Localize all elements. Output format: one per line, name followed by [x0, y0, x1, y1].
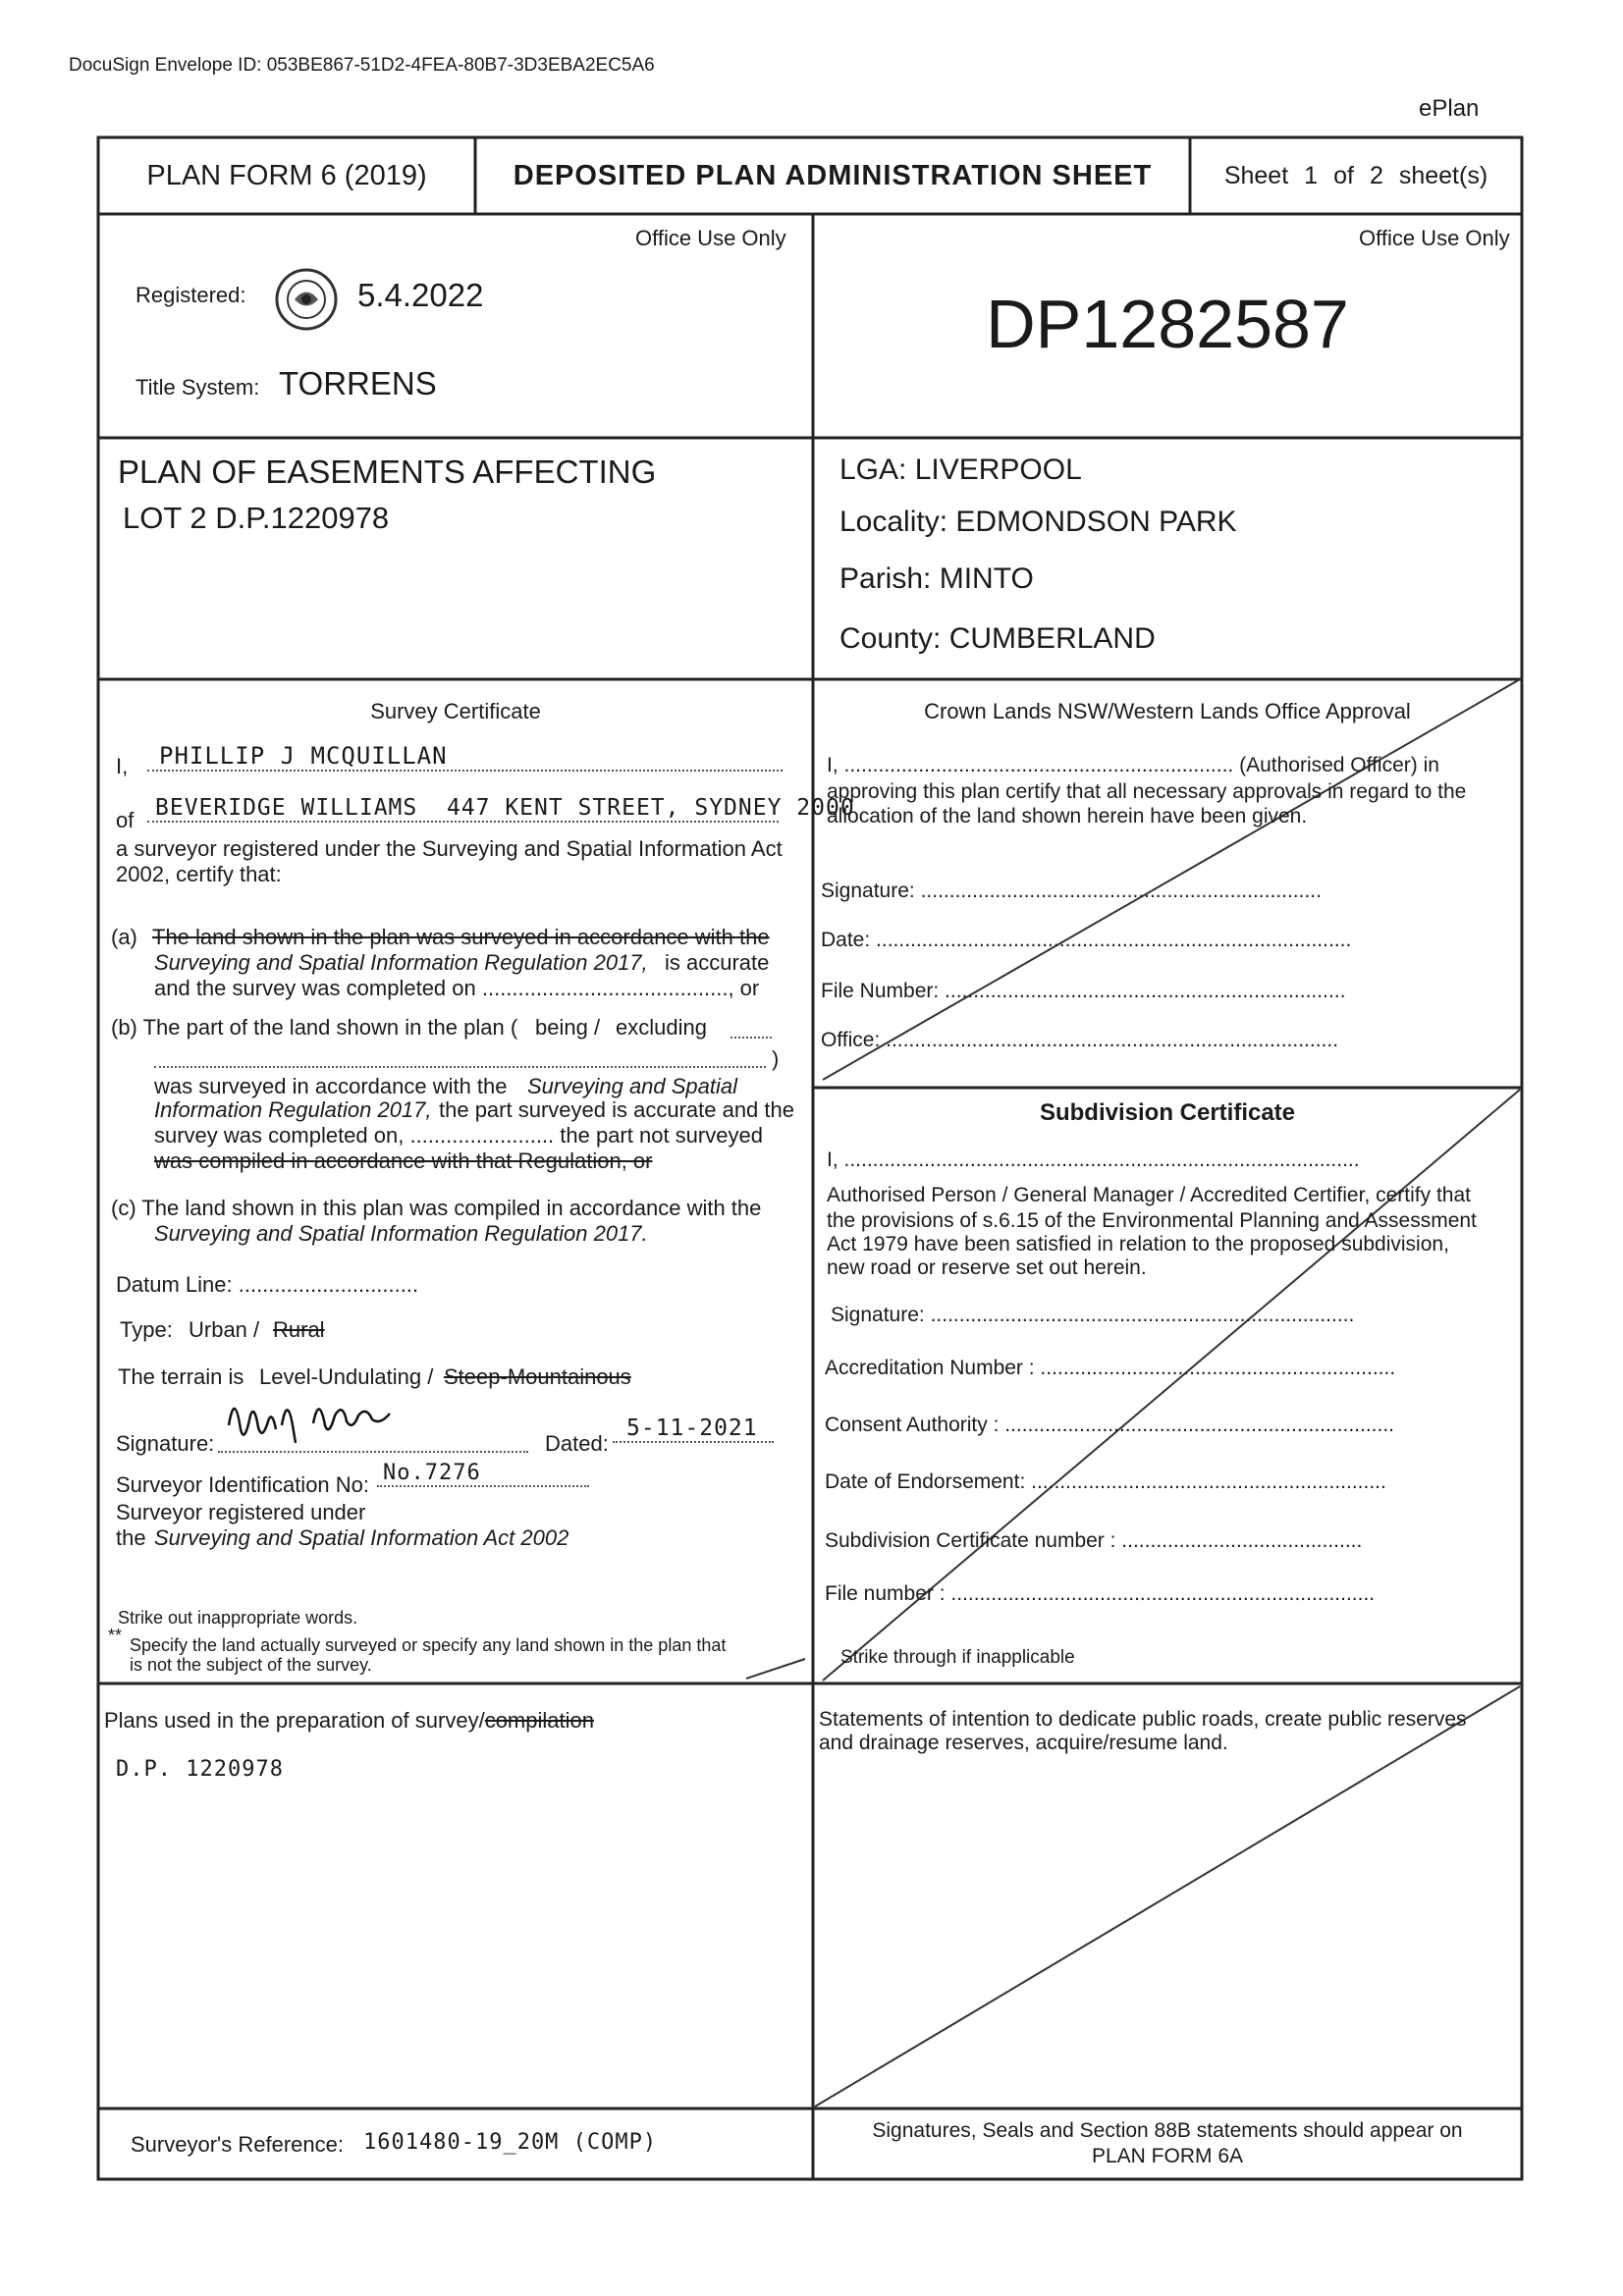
terrain-label: The terrain is [118, 1364, 244, 1389]
crown-line3: allocation of the land shown herein have been given. [827, 805, 1308, 828]
option-a-line1: The land shown in the plan was surveyed in accordance with the [152, 925, 770, 949]
survey-of-label: of [116, 808, 135, 832]
statements-line1: Statements of intention to dedicate public roads, create public reserves [819, 1708, 1467, 1731]
footnote-strike: Strike out inappropriate words. [118, 1608, 358, 1628]
subdivision-line1: Authorised Person / General Manager / Accredited Certifier, certify that [827, 1184, 1471, 1206]
option-b-excluding: excluding [616, 1015, 707, 1040]
surveyor-id-value: No.7276 [377, 1461, 589, 1487]
lga: LGA: LIVERPOOL [839, 454, 1082, 486]
surveyor-reg-line2: 2002, certify that: [116, 862, 282, 886]
sheet-total: 2 [1369, 161, 1383, 189]
subdivision-endorsement: Date of Endorsement: .............................................................. [825, 1470, 1386, 1493]
option-b-line5: survey was completed on, ........................ the part not surveyed [154, 1123, 763, 1148]
terrain-level: Level-Undulating / [259, 1364, 434, 1389]
form-number: PLAN FORM 6 (2019) [146, 159, 427, 191]
sheet-of: of [1333, 161, 1354, 189]
subdivision-consent: Consent Authority : .................................................................... [825, 1414, 1395, 1436]
signature-label: Signature: [116, 1431, 215, 1456]
survey-i-label: I, [116, 754, 129, 778]
county: County: CUMBERLAND [839, 622, 1156, 655]
footnote-star: ** [108, 1626, 123, 1645]
crown-file-number: File Number: ...................................................................... [821, 980, 1346, 1002]
surveyor-reg-line1: a surveyor registered under the Surveying and Spatial Information Act [116, 836, 783, 861]
option-a-line3: and the survey was completed on ........................................., or [154, 976, 760, 1000]
option-a-accurate: is accurate [665, 950, 770, 975]
statements-line2: and drainage reserves, acquire/resume land. [819, 1732, 1228, 1754]
footer-note-line1: Signatures, Seals and Section 88B statements should appear on [872, 2119, 1463, 2142]
registrar-seal-icon [261, 267, 352, 332]
crown-signature: Signature: ...................................................................... [821, 880, 1322, 902]
option-b-line3-ital: Surveying and Spatial [527, 1074, 738, 1098]
sheet-number: 1 [1304, 161, 1319, 189]
option-b-close: ) [772, 1046, 780, 1071]
plans-used-struck: compilation [484, 1708, 594, 1733]
footer-note-line2: PLAN FORM 6A [1091, 2145, 1244, 2167]
option-b-line1: (b) The part of the land shown in the plan ( [111, 1015, 518, 1040]
subdivision-accreditation: Accreditation Number : .............................................................. [825, 1357, 1396, 1379]
type-urban: Urban / [189, 1317, 260, 1342]
eplan-label: ePlan [1419, 95, 1480, 122]
subdivision-file-number: File number : .......................................................................... [825, 1582, 1376, 1605]
dated-value: 5-11-2021 [613, 1415, 774, 1443]
footer-note [813, 2118, 1522, 2169]
reg-act: Surveying and Spatial Information Act 2002 [154, 1525, 569, 1550]
title-system-label: Title System: [135, 375, 260, 400]
crown-office: Office: ............................................................................... [821, 1029, 1339, 1051]
plan-number: DP1282587 [986, 286, 1349, 362]
plans-used-text: Plans used in the preparation of survey/ [104, 1708, 485, 1733]
option-b-line6: was compiled in accordance with that Regulation, or [154, 1148, 653, 1173]
registered-label: Registered: [135, 283, 246, 307]
surveyor-ref-value: 1601480-19_20M (COMP) [363, 2130, 658, 2155]
surveyor-firm: BEVERIDGE WILLIAMS 447 KENT STREET, SYDNEY 2000 [147, 795, 779, 823]
surveyor-ref-label: Surveyor's Reference: [131, 2132, 344, 2157]
sheet-prefix: Sheet [1223, 161, 1289, 189]
terrain-steep: Steep-Mountainous [444, 1364, 631, 1389]
option-b-dots [730, 1015, 772, 1039]
crown-line2: approving this plan certify that all necessary approvals in regard to the [827, 780, 1467, 803]
envelope-id: DocuSign Envelope ID: 053BE867-51D2-4FEA-80B7-3D3EBA2EC5A6 [69, 55, 655, 76]
footnote-specify-line1: Specify the land actually surveyed or specify any land shown in the plan that [130, 1635, 727, 1655]
subdivision-note: Strike through if inapplicable [840, 1647, 1075, 1668]
parish: Parish: MINTO [839, 562, 1034, 595]
crown-i-line: I, .................................................................... (Authorised Officer) in [827, 754, 1439, 776]
datum-line: Datum Line: .............................. [116, 1272, 419, 1297]
subdivision-line2: the provisions of s.6.15 of the Environmental Planning and Assessment [827, 1209, 1477, 1232]
crown-date: Date: ................................................................................... [821, 929, 1352, 951]
option-b-line4-ital: Information Regulation 2017, [154, 1097, 432, 1122]
plan-title-line1: PLAN OF EASEMENTS AFFECTING [118, 454, 657, 490]
subdivision-signature: Signature: .......................................................................... [831, 1304, 1355, 1326]
crown-heading: Crown Lands NSW/Western Lands Office Approval [924, 699, 1411, 723]
option-a-prefix: (a) [111, 925, 137, 949]
title-system-value: TORRENS [279, 365, 437, 401]
reg-under: Surveyor registered under [116, 1500, 366, 1524]
office-use-right: Office Use Only [1359, 226, 1510, 250]
option-b-line2 [154, 1044, 766, 1068]
subdivision-heading: Subdivision Certificate [1039, 1099, 1296, 1126]
surveyor-signature-icon [221, 1386, 398, 1449]
surveyor-id-label: Surveyor Identification No: [116, 1472, 370, 1497]
dated-label: Dated: [545, 1431, 609, 1456]
type-label: Type: [120, 1317, 173, 1342]
subdivision-i-line: I, .......................................................................................... [827, 1148, 1360, 1171]
surveyor-name: PHILLIP J MCQUILLAN [147, 742, 783, 772]
sheet-count [1190, 137, 1522, 214]
footnote-specify-line2: is not the subject of the survey. [130, 1655, 372, 1675]
option-c-line1: (c) The land shown in this plan was compiled in accordance with the [111, 1196, 762, 1220]
survey-heading: Survey Certificate [370, 699, 541, 723]
type-rural: Rural [273, 1317, 325, 1342]
registered-date: 5.4.2022 [357, 277, 484, 313]
office-use-left: Office Use Only [635, 226, 786, 250]
plans-used-label [104, 1708, 594, 1734]
plan-title-line2: LOT 2 D.P.1220978 [123, 501, 390, 535]
subdivision-line4: new road or reserve set out herein. [827, 1256, 1147, 1279]
option-a-line2: Surveying and Spatial Information Regulation 2017, [154, 950, 648, 975]
sheet-suffix: sheet(s) [1398, 161, 1488, 189]
survey-strike-line [746, 1659, 805, 1679]
option-c-line2: Surveying and Spatial Information Regulation 2017. [154, 1221, 648, 1246]
subdivision-cert-number: Subdivision Certificate number : .......................................... [825, 1529, 1363, 1552]
locality: Locality: EDMONDSON PARK [839, 506, 1237, 538]
plans-used-value: D.P. 1220978 [116, 1757, 284, 1782]
option-b-line3: was surveyed in accordance with the [154, 1074, 508, 1098]
sheet-title: DEPOSITED PLAN ADMINISTRATION SHEET [513, 159, 1153, 191]
reg-act-prefix: the [116, 1525, 146, 1550]
option-b-line4: the part surveyed is accurate and the [439, 1097, 794, 1122]
option-b-being: being / [535, 1015, 601, 1040]
subdivision-line3: Act 1979 have been satisfied in relation to the proposed subdivision, [827, 1233, 1449, 1255]
